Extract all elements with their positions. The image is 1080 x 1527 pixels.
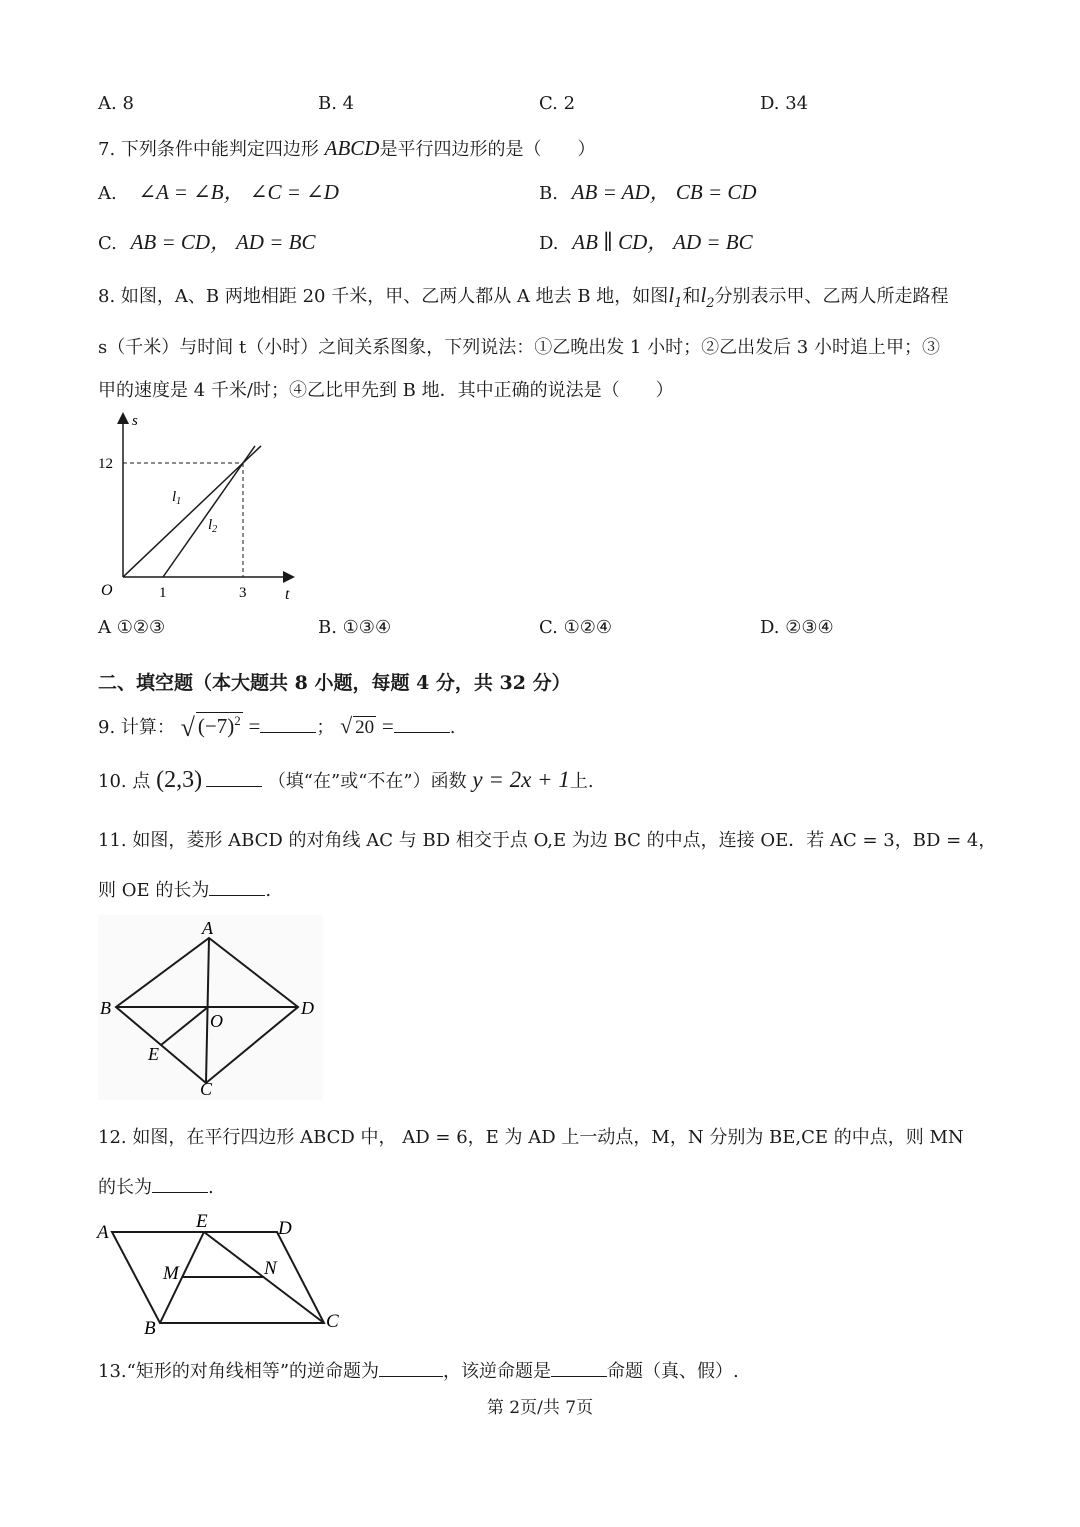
vertex-label-d: D [278,1218,292,1239]
q9-blank-2[interactable] [394,714,450,733]
q8-option-d: D. ②③④ [760,617,834,638]
q13-blank-1[interactable] [379,1358,443,1377]
radical-sign: √ [180,713,195,742]
radical-sign: √ [340,713,353,738]
vertex-label-c: C [200,1079,213,1099]
q11-line1: 11. 如图，菱形 ABCD 的对角线 AC 与 BD 相交于点 O,E 为边 BC 的中点，连接 OE．若 AC = 3，BD = 4， [98,830,997,851]
q13-blank-2[interactable] [551,1358,607,1377]
vertex-label-a: A [97,1222,109,1243]
q11-line2: 则 OE 的长为 . [98,876,271,902]
q9: 9. 计算： √ $(-7)^2$ = ； √ 20 = . [98,713,456,742]
q6-option-a: A. 8 [98,93,134,114]
series-label-l2: $l_2$ [208,517,218,535]
vertex-label-a: A [202,918,213,938]
series-line-l2 [243,446,255,463]
vertex-label-c: C [326,1311,339,1332]
q12-parallelogram-figure [92,1205,354,1340]
q8-line1: 8. 如图，A、B 两地相距 20 千米，甲、乙两人都从 A 地去 B 地，如图$l_1$和$l_2$分别表示甲、乙两人所走路程 [98,283,949,311]
point-label-e: E [148,1044,159,1064]
q7-option-a: A. ∠A = ∠B， ∠C = ∠D [98,180,339,204]
q13: 13.“矩形的对角线相等”的逆命题为 ，该逆命题是 命题（真、假）. [98,1357,739,1383]
vertex-label-d: D [301,998,314,1018]
q12-line1: 12. 如图，在平行四边形 ABCD 中， AD = 6，E 为 AD 上一动点，M，N 分别为 BE,CE 的中点，则 MN [98,1127,964,1148]
point-label-m: M [163,1263,179,1284]
point-label-n: N [264,1258,277,1279]
q7-stem: 7. 下列条件中能判定四边形 ABCD是平行四边形的是（ ） [98,136,596,160]
q6-option-d: D. 34 [760,93,809,114]
page-footer: 第 2页/共 7页 [486,1398,594,1418]
q6-option-b: B. 4 [318,93,355,114]
q7-option-b: B. AB = AD， CB = CD [539,180,757,204]
x-tick-label: 3 [239,585,247,601]
point-label-o: O [210,1011,223,1031]
q9-blank-1[interactable] [260,714,316,733]
x-axis-label: t [285,586,290,603]
series-line-l1 [123,463,243,577]
point-label-e: E [196,1211,208,1232]
q10: 10. 点 (2,3) （填“在”或“不在”）函数 y = 2x + 1上. [98,767,594,793]
q12-line2: 的长为 . [98,1173,214,1199]
q10-blank[interactable] [206,768,262,787]
q8-line3: 甲的速度是 4 千米/时；④乙比甲先到 B 地．其中正确的说法是（ ） [98,380,674,401]
q8-option-c: C. ①②④ [539,617,612,638]
series-label-l1: $l_1$ [172,489,182,507]
y-tick-label: 12 [98,456,113,472]
q9-expr1: $(-7)^2$ [197,713,241,738]
q12-blank[interactable] [152,1174,208,1193]
q8-distance-time-graph [90,405,310,605]
q11-rhombus-figure [98,915,323,1100]
vertex-label-b: B [144,1318,156,1339]
y-axis-label: s [132,413,138,429]
q8-option-a: A ①②③ [98,617,166,638]
q7-option-c: C. AB = CD， AD = BC [98,230,316,254]
q11-blank[interactable] [209,877,265,896]
section-heading: 二、填空题（本大题共 8 小题，每题 4 分，共 32 分） [98,672,571,694]
x-tick-label: 1 [159,585,167,601]
origin-label: O [101,582,113,599]
series-line-l2 [163,463,243,577]
q6-option-c: C. 2 [539,93,576,114]
q8-option-b: B. ①③④ [318,617,392,638]
vertex-label-b: B [100,998,111,1018]
q7-option-d: D. AB ∥ CD， AD = BC [539,230,753,254]
q8-line2: s（千米）与时间 t（小时）之间关系图象，下列说法：①乙晚出发 1 小时；②乙出发后 3 小时追上甲；③ [98,337,940,358]
